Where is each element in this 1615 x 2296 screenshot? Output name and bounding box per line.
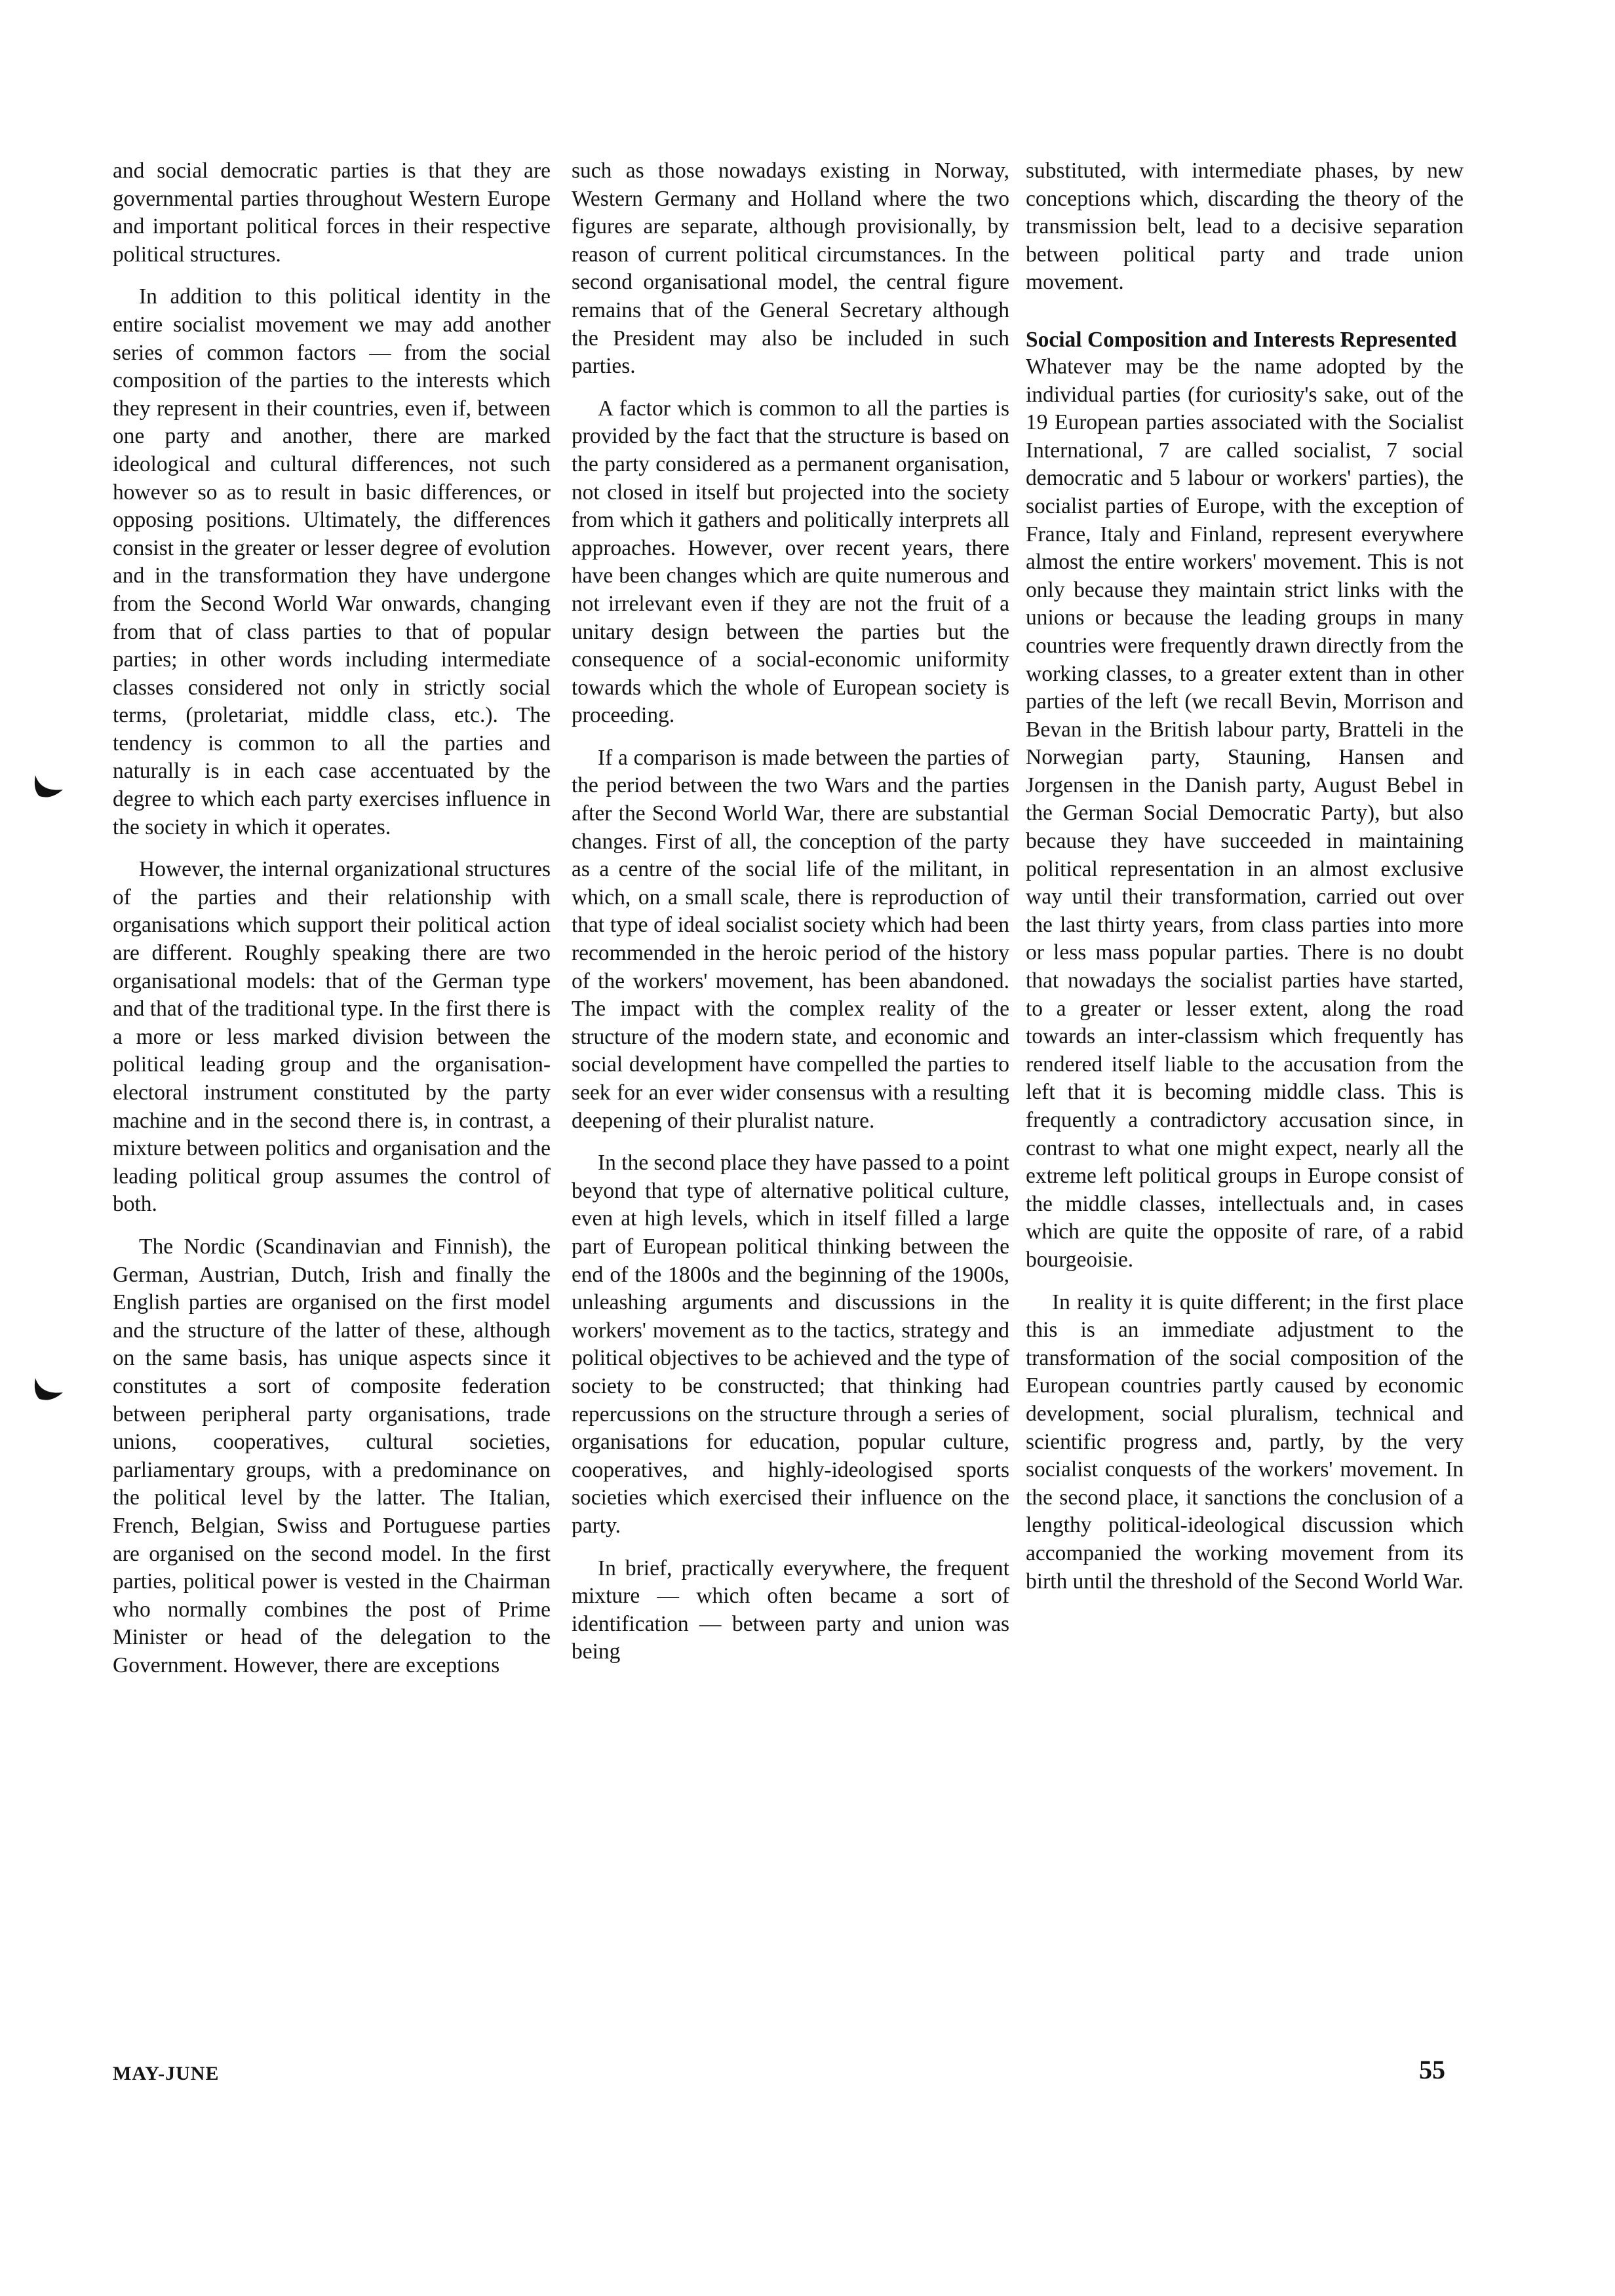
issue-label: MAY-JUNE — [113, 2063, 220, 2084]
paragraph: In brief, practically everywhere, the frequent mixture — which often became a sort of identification — between party and union was being — [572, 1556, 1009, 1664]
text-column-left — [113, 157, 551, 1694]
paragraph: such as those nowadays existing in Norway, Western Germany and Holland where the two figures are separate, although provisionally, by reason of current political circumstances. In the second organisational model, the central figure remains that of the General Secretary although the President may also be included in such parties. — [572, 159, 1009, 379]
paragraph: However, the internal organizational structures of the parties and their relationship with organisations which support their political action are different. Roughly speaking there are two organisational models: that of the German type and that of the traditional type. In the first there is a more or less marked division between the political leading group and the organisation-electoral instrument constituted by the party machine and in the second there is, in contrast, a mixture between politics and organisation and the leading political group assumes the control of both. — [113, 857, 551, 1217]
margin-hole-mark-icon — [31, 1373, 67, 1408]
page-number: 55 — [1419, 2055, 1445, 2084]
margin-hole-mark-icon — [31, 770, 67, 805]
text-column-middle — [572, 157, 1009, 1681]
paragraph: and social democratic parties is that they are governmental parties throughout Western Europe and important political forces in their respective political structures. — [113, 159, 551, 267]
paragraph: In addition to this political identity in the entire socialist movement we may add another series of common factors — from the social composition of the parties to the interests which they represent in their countries, even if, between one party and another, there are marked ideological and cultural differences, not such however so as to result in basic differences, or opposing positions. Ultimately, the differences consist in the greater or lesser degree of evolution and in the transformation they have undergone from the Second World War onwards, changing from that of class parties to that of popular parties; in other words including intermediate classes considered not only in strictly social terms, (proletariat, middle class, etc.). The tendency is common to all the parties and naturally is in each case accentuated by the degree to which each party exercises influence in the society in which it operates. — [113, 284, 551, 839]
paragraph: If a comparison is made between the parties of the period between the two Wars and the parties after the Second World War, there are substantial changes. First of all, the conception of the party as a centre of the social life of the militant, in which, on a small scale, there is reproduction of that type of ideal socialist society which had been recommended in the heroic period of the history of the workers' movement, has been abandoned. The impact with the complex reality of the structure of the modern state, and economic and social development have compelled the parties to seek for an ever wider consensus with a resulting deepening of their pluralist nature. — [572, 745, 1009, 1133]
text-column-right — [1026, 157, 1464, 1610]
paragraph: A factor which is common to all the parties is provided by the fact that the structure is based on the party considered as a permanent organisation, not closed in itself but projected into the society from which it gathers and politically interprets all approaches. However, over recent years, there have been changes which are quite numerous and not irrelevant even if they are not the fruit of a unitary design between the parties but the consequence of a social-economic uniformity towards which the whole of European society is proceeding. — [572, 396, 1009, 728]
section-heading: Social Composition and Interests Represented — [1026, 327, 1457, 352]
paragraph: substituted, with intermediate phases, by new conceptions which, discarding the theory of the transmission belt, lead to a decisive separation between political party and trade union movement. — [1026, 159, 1464, 295]
paragraph: The Nordic (Scandinavian and Finnish), the German, Austrian, Dutch, Irish and finally the English parties are organised on the first model and the structure of the latter of these, although on the same basis, has unique aspects since it constitutes a sort of composite federation between peripheral party organisations, trade unions, cooperatives, cultural societies, parliamentary groups, with a predominance on the political level by the latter. The Italian, French, Belgian, Swiss and Portuguese parties are organised on the second model. In the first parties, political power is vested in the Chairman who normally combines the post of Prime Minister or head of the delegation to the Government. However, there are exceptions — [113, 1234, 551, 1677]
paragraph: In the second place they have passed to a point beyond that type of alternative political culture, even at high levels, which in itself filled a large part of European political thinking between the end of the 1800s and the beginning of the 1900s, unleashing arguments and discussions in the workers' movement as to the tactics, strategy and political objectives to be achieved and the type of society to be constructed; that thinking had repercussions on the structure through a series of organisations for education, popular culture, cooperatives, and highly-ideologised sports societies which exercised their influence on the party. — [572, 1151, 1009, 1538]
paragraph: Whatever may be the name adopted by the individual parties (for curiosity's sake, out of the 19 European parties associated with the Socialist International, 7 are called socialist, 7 social democratic and 5 labour or workers' parties), the socialist parties of Europe, with the exception of France, Italy and Finland, represent everywhere almost the entire workers' movement. This is not only because they maintain strict links with the unions or because the leading groups in many countries were frequently drawn directly from the working classes, to a greater extent than in other parties of the left (we recall Bevin, Morrison and Bevan in the British labour party, Bratteli in the Norwegian party, Stauning, Hansen and Jorgensen in the Danish party, August Bebel in the German Social Democratic Party), but also because they have succeeded in maintaining political representation in an almost exclusive way until their transformation, carried out over the last thirty years, from class parties into more or less mass popular parties. There is no doubt that nowadays the socialist parties have started, to a greater or lesser extent, along the road towards an inter-classism which frequently has rendered itself liable to the accusation from the left that it is becoming middle class. This is frequently a contradictory accusation since, in contrast to what one might expect, nearly all the extreme left political groups in Europe consist of the middle classes, intellectuals and, in cases which are quite the opposite of rare, of a rabid bourgeoisie. — [1026, 354, 1464, 1272]
paragraph: In reality it is quite different; in the first place this is an immediate adjustment to the transformation of the social composition of the European countries partly caused by economic development, social pluralism, technical and scientific progress and, partly, by the very socialist conquests of the workers' movement. In the second place, it sanctions the conclusion of a lengthy political-ideological discussion which accompanied the working movement from its birth until the threshold of the Second World War. — [1026, 1290, 1464, 1594]
